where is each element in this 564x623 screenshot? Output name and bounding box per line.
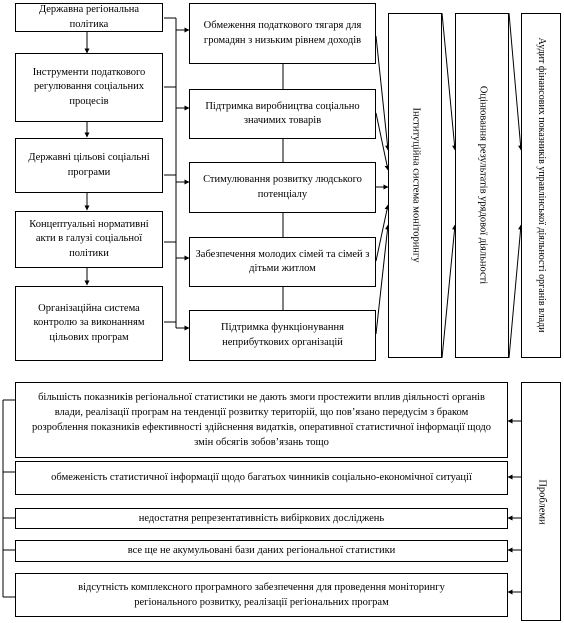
problem-box-software: відсутність комплексного програмного забезпечення для проведення моніторингу регіонального розвитку, реалізації регіональних програм: [15, 573, 508, 617]
vertical-label-monitoring: Інституційна система моніторингу: [410, 107, 422, 263]
problem-box-databases: все ще не акумульовані бази даних регіональної статистики: [15, 540, 508, 562]
vertical-label-evaluation: Оцінювання результатів урядової діяльності: [477, 85, 489, 285]
middle-box-nonprofit: Підтримка функціонування неприбуткових організацій: [189, 310, 376, 361]
problem-box-sampling: недостатня репрезентативність вибіркових досліджень: [15, 508, 508, 529]
problem-box-limited-info: обмеженість статистичної інформації щодо багатьох чинників соціально-економічної ситуації: [15, 461, 508, 495]
left-box-tax-instruments: Інструменти податкового регулювання соціальних процесів: [15, 53, 163, 122]
vertical-label-audit: Аудит фінансових показників управлінської діяльності органів влади: [536, 37, 547, 333]
problem-box-statistics-indicators: більшість показників регіональної статистики не дають змоги простежити вплив діяльності органів влади, реалізації програм на тенденції розвитку територій, що пов’язано передусім з браком розроблення показників ефективності здійснення видатків, оперативної статистичної інформації щодо змін обсягів зобов’язань тощо: [15, 382, 508, 458]
middle-box-tax-burden: Обмеження податкового тягаря для громадян з низьким рівнем доходів: [189, 3, 376, 64]
left-box-control-system: Організаційна система контролю за виконанням цільових програм: [15, 286, 163, 361]
left-box-normative-acts: Концептуальні нормативні акти в галузі соціальної політики: [15, 211, 163, 268]
middle-box-human-potential: Стимулювання розвитку людського потенціалу: [189, 162, 376, 213]
left-box-state-programs: Державні цільові соціальні програми: [15, 138, 163, 193]
middle-box-housing: Забезпечення молодих сімей та сімей з дітьми житлом: [189, 237, 376, 287]
problems-label: Проблеми: [536, 479, 548, 525]
left-box-regional-policy: Державна регіональна політика: [15, 3, 163, 32]
middle-box-goods-support: Підтримка виробництва соціально значимих товарів: [189, 89, 376, 139]
